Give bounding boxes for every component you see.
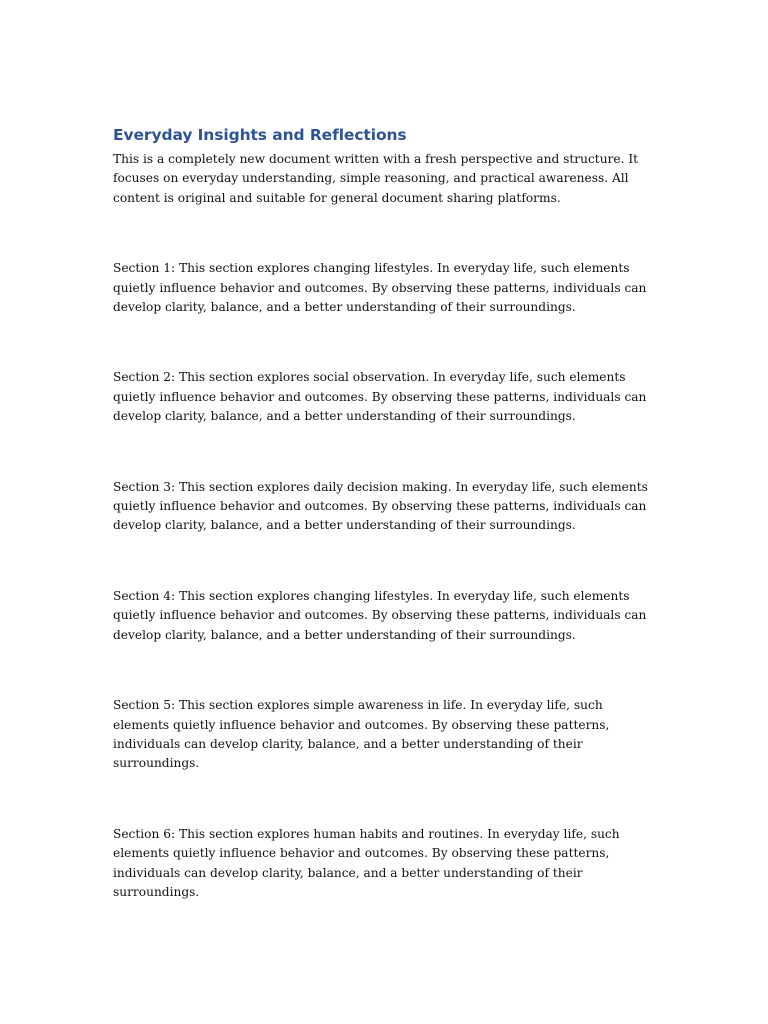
section-paragraph-6: Section 6: This section explores human habits and routines. In everyday life, such elements quietly influence behavior and outcomes. By observing these patterns, individuals can develop clarity, balance, and a better understanding of their surroundings.	[113, 826, 620, 899]
section-paragraph-3: Section 3: This section explores daily decision making. In everyday life, such elements quietly influence behavior and outcomes. By observing these patterns, individuals can develop clarity, balance, and a better understanding of their surroundings.	[113, 479, 648, 533]
section-paragraph-4: Section 4: This section explores changing lifestyles. In everyday life, such elements quietly influence behavior and outcomes. By observing these patterns, individuals can develop clarity, balance, and a better understanding of their surroundings.	[113, 588, 647, 642]
section-paragraph-1: Section 1: This section explores changing lifestyles. In everyday life, such elements quietly influence behavior and outcomes. By observing these patterns, individuals can develop clarity, balance, and a better understanding of their surroundings.	[113, 261, 647, 315]
document-body	[113, 124, 658, 902]
intro-paragraph: This is a completely new document written with a fresh perspective and structure. It focuses on everyday understanding, simple reasoning, and practical awareness. All content is original and suitable for general document sharing platforms.	[113, 152, 639, 205]
section-paragraph-5: Section 5: This section explores simple awareness in life. In everyday life, such elements quietly influence behavior and outcomes. By observing these patterns, individuals can develop clarity, balance, and a better understanding of their surroundings.	[113, 698, 610, 771]
document-title: Everyday Insights and Reflections	[113, 126, 407, 144]
section-paragraph-2: Section 2: This section explores social observation. In everyday life, such elements quietly influence behavior and outcomes. By observing these patterns, individuals can develop clarity, balance, and a better understanding of their surroundings.	[113, 370, 647, 424]
